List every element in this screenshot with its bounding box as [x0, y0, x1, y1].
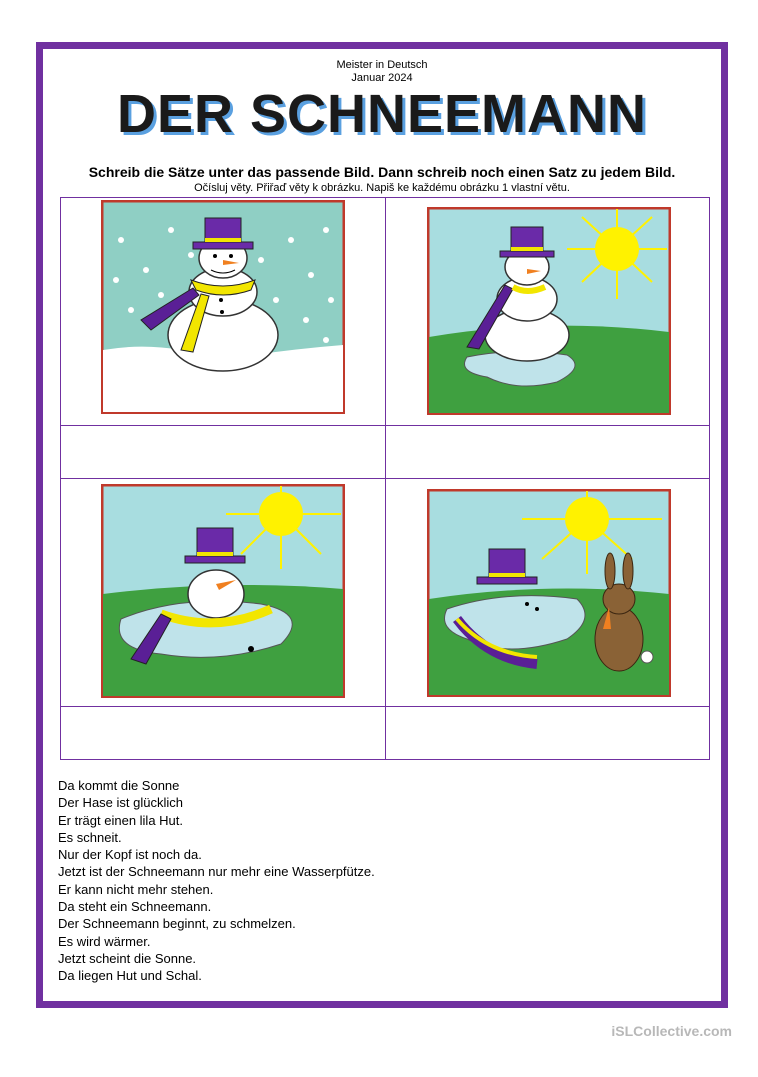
sentence-item: Jetzt scheint die Sonne.: [58, 950, 197, 966]
sentence-item: Nur der Kopf ist noch da.: [58, 847, 202, 863]
page-title: DER SCHNEEMANN: [116, 84, 648, 144]
sentence-item: Es schneit.: [58, 829, 122, 845]
sentence-item: Da steht ein Schneemann.: [58, 899, 212, 915]
sentence-item: Es wird wärmer.: [58, 933, 151, 949]
picture-snowman-snowing: [101, 200, 345, 414]
instruction-czech: Očísluj věty. Přiřaď věty k obrázku. Napiš ke každému obrázku 1 vlastní větu.: [194, 182, 570, 194]
picture-snowman-head: [101, 484, 345, 698]
sentence-item: Er kann nicht mehr stehen.: [58, 881, 214, 897]
picture-grid: [60, 197, 710, 760]
grid-divider: [61, 478, 709, 479]
picture-hat-scarf-rabbit: [427, 489, 671, 697]
instruction-german: Schreib die Sätze unter das passende Bild. Dann schreib noch einen Satz zu jedem Bild.: [88, 164, 676, 180]
sentence-list: [58, 777, 375, 985]
sentence-item: Da kommt die Sonne: [58, 778, 180, 793]
grid-divider: [61, 425, 709, 426]
sentence-item: Der Schneemann beginnt, zu schmelzen.: [58, 916, 296, 932]
sentence-item: Da liegen Hut und Schal.: [58, 968, 202, 984]
grid-divider: [61, 706, 709, 707]
header-meta-line2: Januar 2024: [351, 72, 413, 84]
sentence-item: Jetzt ist der Schneemann nur mehr eine Wasserpfütze.: [58, 864, 375, 880]
worksheet-frame: [36, 42, 728, 1008]
picture-snowman-sun: [427, 207, 671, 415]
watermark: iSLCollective.com: [611, 1023, 732, 1039]
sentence-item: Er trägt einen lila Hut.: [58, 812, 184, 828]
header-meta-line1: Meister in Deutsch: [336, 59, 428, 71]
sentence-item: Der Hase ist glücklich: [58, 795, 183, 811]
